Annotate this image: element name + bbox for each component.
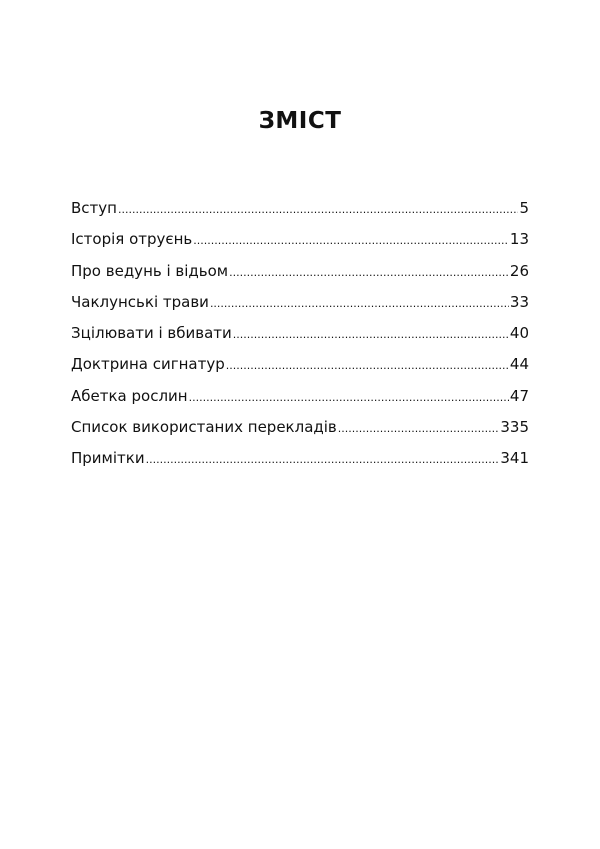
toc-entry — [71, 355, 529, 386]
dot-leader — [233, 324, 509, 342]
toc-entry — [71, 230, 529, 261]
page-title: ЗМІСТ — [258, 108, 342, 134]
toc-entry-label: Чаклунські трави — [71, 292, 209, 311]
dot-leader — [226, 355, 509, 373]
toc-entry — [71, 262, 529, 293]
toc-entry — [71, 199, 529, 230]
toc-entry-page: 341 — [500, 449, 529, 468]
toc-entry-page: 26 — [509, 261, 529, 280]
toc-entry-label: Примітки — [71, 449, 145, 468]
dot-leader — [146, 449, 500, 467]
toc-entry-label: Вступ — [71, 199, 117, 217]
toc-entry-label: Історія отруєнь — [71, 230, 193, 249]
toc-entry-page: 47 — [509, 386, 529, 405]
toc-entry-page: 335 — [500, 418, 529, 437]
dot-leader — [210, 293, 509, 311]
dot-leader — [118, 199, 518, 217]
toc-entry-page: 40 — [509, 324, 529, 343]
toc-entry-label: Зцілювати і вбивати — [71, 324, 232, 343]
toc-entry — [71, 293, 529, 324]
toc-entry-label: Про ведунь і відьом — [71, 261, 229, 280]
dot-leader — [189, 387, 509, 405]
toc-entry-page: 5 — [519, 199, 529, 217]
toc-entry — [71, 387, 529, 418]
toc-entry-page: 13 — [509, 230, 529, 249]
dot-leader — [229, 262, 509, 280]
toc-entry-label: Доктрина сигнатур — [71, 355, 225, 374]
toc-entry-label: Абетка рослин — [71, 386, 188, 405]
toc-entry-page: 44 — [509, 355, 529, 374]
toc-entry-label: Список використаних перекладів — [71, 418, 337, 437]
toc-entry-page: 33 — [509, 292, 529, 311]
toc-entry — [71, 418, 529, 449]
toc-entry — [71, 449, 529, 480]
dot-leader — [338, 418, 500, 436]
dot-leader — [193, 230, 509, 248]
toc-entry — [71, 324, 529, 355]
table-of-contents — [71, 199, 529, 481]
